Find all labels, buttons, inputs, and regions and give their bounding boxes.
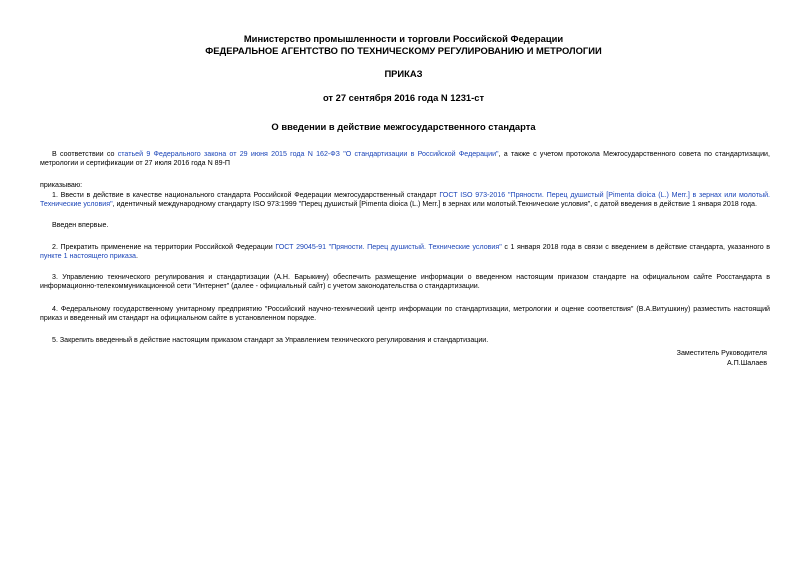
first-time-text: Введен впервые.: [52, 221, 109, 229]
intro-suffix: , а также с учетом протокола Межгосударственного совета по стандартизации, метрологии и сертификации от 27 июля 2016 года N 89-П: [40, 150, 770, 168]
item-2-middle: с 1 января 2018 года в связи с введением в действие стандарта, указанного в: [501, 243, 771, 251]
signature-position: Заместитель Руководителя: [676, 349, 767, 357]
federal-law-link[interactable]: статьей 9 Федерального закона от 29 июня 2015 года N 162-ФЗ "О стандартизации в Российской Федерации": [117, 150, 499, 158]
page-title: О введении в действие межгосударственного стандарта: [271, 121, 536, 132]
signature-name: А.П.Шалаев: [726, 359, 767, 367]
item-2-prefix: 2. Прекратить применение на территории Российской Федерации: [52, 243, 276, 251]
ministry-heading: Министерство промышленности и торговли Российской Федерации: [243, 33, 564, 44]
item-2-suffix: .: [135, 252, 138, 261]
orders-label: приказываю:: [40, 181, 83, 189]
item-5-paragraph: [40, 336, 770, 345]
doc-type-heading: ПРИКАЗ: [384, 68, 423, 79]
doc-date-heading: от 27 сентября 2016 года N 1231-ст: [322, 92, 485, 103]
item-3-text: 3. Управлению технического регулирования и стандартизации (А.Н. Барыкину) обеспечить размещение информации о введенном настоящим приказом стандарте на официальном сайте Росстандарта в информационно-телекоммуникационной сети "Интернет" (далее - официальный сайт) с учетом законодательства о стандартизации.: [40, 273, 770, 291]
agency-heading: ФЕДЕРАЛЬНОЕ АГЕНТСТВО ПО ТЕХНИЧЕСКОМУ РЕГУЛИРОВАНИЮ И МЕТРОЛОГИИ: [205, 45, 602, 56]
gost-iso-973-link[interactable]: ГОСТ ISO 973-2016 "Пряности. Перец душистый [Pimenta dioica (L.) Merr.] в зернах или молотый. Технические условия": [40, 191, 770, 209]
intro-prefix: В соответствии со: [52, 150, 118, 158]
item-1-prefix: 1. Ввести в действие в качестве национального стандарта Российской Федерации межгосударственный стандарт: [52, 191, 440, 199]
item-5-text: 5. Закрепить введенный в действие настоящим приказом стандарт за Управлением технического регулирования и стандартизации.: [52, 336, 489, 344]
item-4-text: 4. Федеральному государственному унитарному предприятию "Российский научно-технический центр информации по стандартизации, метрологии и оценке соответствия" (В.А.Витушкину) разместить настоящий приказ и введенный им стандарт на официальном сайте в установленном порядке.: [40, 305, 770, 323]
item-4-paragraph: [40, 305, 770, 324]
gost-29045-link[interactable]: ГОСТ 29045-91 "Пряности. Перец душистый. Технические условия": [275, 243, 502, 251]
item-3-paragraph: [40, 273, 770, 292]
item-2-paragraph: [40, 243, 770, 262]
item-1-reference-link[interactable]: пункте 1 настоящего приказа: [40, 252, 136, 261]
intro-paragraph: [40, 150, 770, 169]
first-time-paragraph: [40, 221, 770, 230]
item-1-paragraph: [40, 191, 770, 210]
item-1-suffix: , идентичный международному стандарту ISO 973:1999 "Перец душистый [Pimenta dioica (L.) Merr.] в зернах или молотый.Технические условия", с датой введения в действие 1 января 2018 года.: [112, 200, 757, 209]
